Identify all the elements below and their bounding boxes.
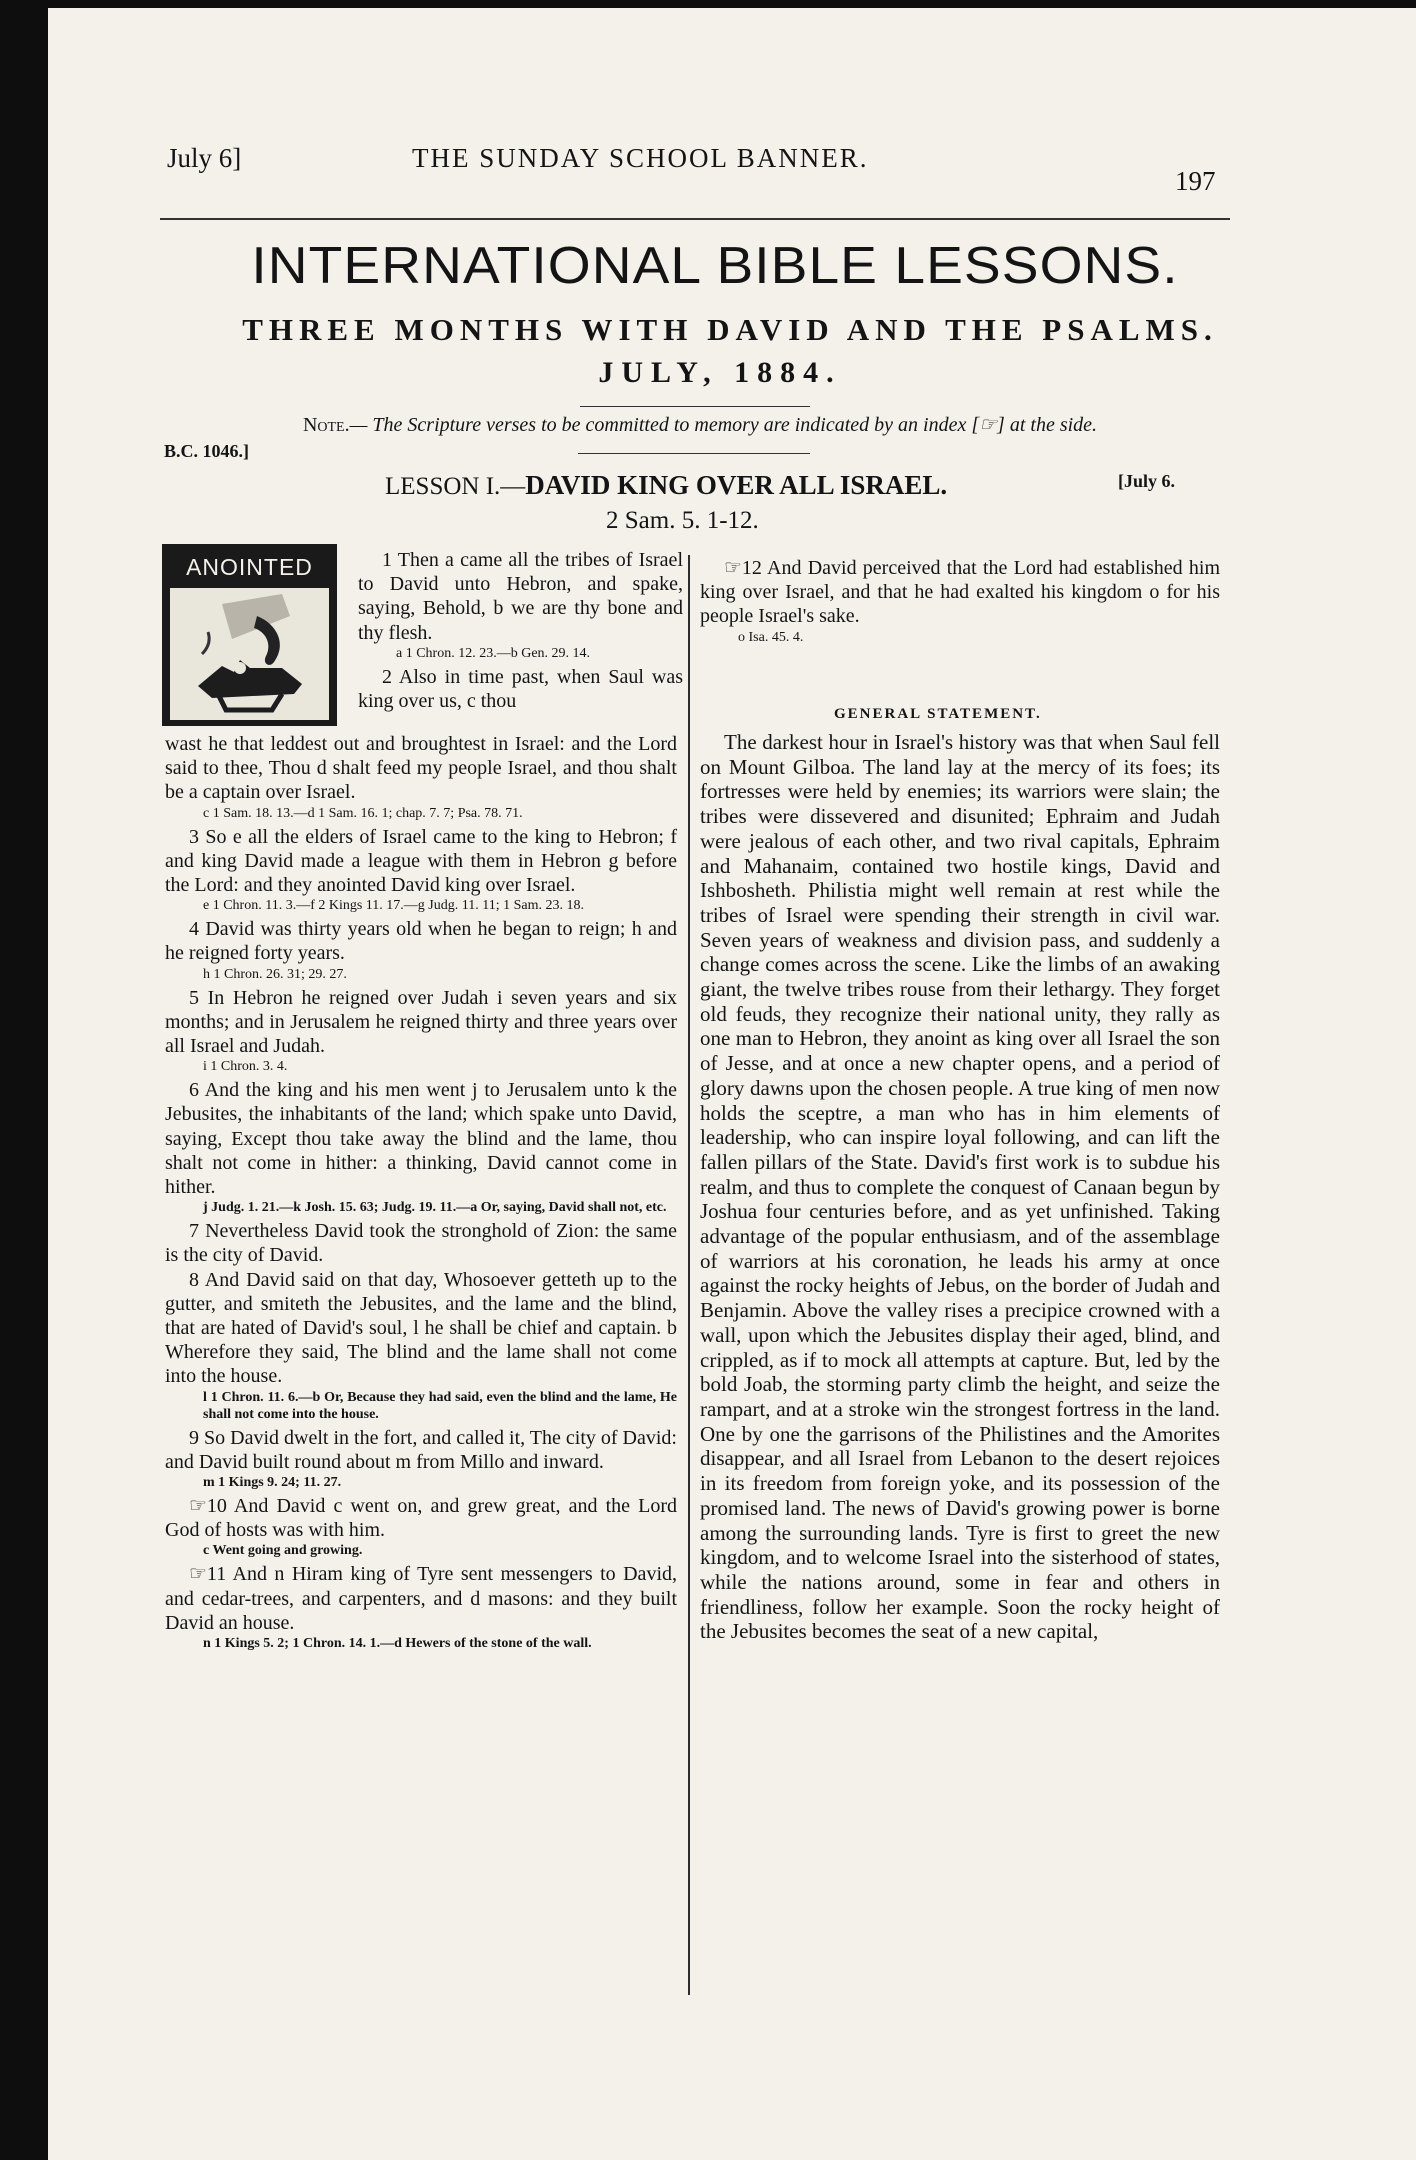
issue-date-title: JULY, 1884.: [598, 356, 842, 389]
page-number: 197: [1175, 166, 1216, 196]
verse-6: 6 And the king and his men went j to Jerusalem unto k the Jebusites, the inhabitants of the land; which spake unto David, saying, Except thou take away the blind and the lame, thou shalt not come in hither: a thinking, David cannot come in hither.: [165, 1079, 677, 1199]
note-rule: [578, 453, 810, 454]
footnote: h 1 Chron. 26. 31; 29. 27.: [203, 966, 347, 982]
memory-note: [185, 412, 1215, 437]
right-column-top: [700, 556, 1220, 649]
footnote: c Went going and growing.: [203, 1543, 363, 1559]
verse-3: 3 So e all the elders of Israel came to the king to Hebron; f and king David made a league with them in Hebron g before the Lord: and they anointed David king over Israel.: [165, 825, 677, 897]
footnote: j Judg. 1. 21.—k Josh. 15. 63; Judg. 19. 11.—a Or, saying, David shall not, etc.: [203, 1200, 667, 1216]
verse-2: 2 Also in time past, when Saul was king over us, c thou: [358, 665, 683, 713]
general-statement-heading: GENERAL STATEMENT.: [834, 706, 1042, 722]
anointed-illustration: [162, 544, 337, 726]
title-rule: [580, 406, 810, 407]
running-head-date: July 6]: [167, 143, 242, 173]
note-text: — The Scripture verses to be committed to memory are indicated by an index [☞] at the side.: [349, 414, 1098, 436]
footnote: i 1 Chron. 3. 4.: [203, 1059, 288, 1075]
anointing-horn-and-lamp-icon: [162, 544, 337, 726]
lesson-title: [385, 470, 947, 501]
note-lead: Note.: [302, 414, 350, 436]
scripture-reference: 2 Sam. 5. 1-12.: [606, 507, 759, 534]
general-statement-text: The darkest hour in Israel's history was that when Saul fell on Mount Gilboa. The land lay at the mercy of its foes; its fortresses were held by enemies; its warriors were slain; the tribes were dissevered and disunited; Ephraim and Judah were jealous of each other, and two rival capitals, Ephraim and Mahanaim, contained two hostile kings, David and Ishbosheth. Philistia might well remain at rest while the tribes of Israel were spending their strength in civil war. Seven years of weakness and division pass, and suddenly a change comes across the scene. Like the limbs of an awaking giant, the twelve tribes rouse from their lethargy. They forget old feuds, they recognize their national unity, they rally as one man to Hebron, they anoint as king over all Israel the son of Jesse, and at once a new chapter opens, and a period of glory dawns upon the chosen people. A true king of men now holds the sceptre, a man who has in him elements of leadership, who can inspire loyal following, and can lift the fallen pillars of the State. David's first work is to subdue his realm, and thus to complete the conquest of Canaan begun by Joshua four centuries before, and as yet unfinished. Taking advantage of the popular enthusiasm, and of the assemblage of warriors at his coronation, he leads his army at once against the rocky heights of Jebus, on the border of Judah and Benjamin. Above the valley rises a precipice crowned with a wall, upon which the Jebusites display their aged, blind, and crippled, as if to mock all attempts at capture. But, led by the bold Joab, the storming party climb the height, and seize the rampart, and at a stroke win the strongest fortress in the land. One by one the garrisons of the Philistines and the Amorites disappear, and all Israel from Lebanon to the desert rejoices in its freedom from foreign yoke, and its possession of the promised land. The news of David's growing power is borne among the surrounding lands. Tyre is first to greet the new kingdom, and to welcome Israel into the sisterhood of states, while the nations around, some in fear and others in friendliness, follow her example. Soon the rocky height of the Jebusites becomes the seat of a new capital,: [700, 730, 1220, 1644]
main-title: INTERNATIONAL BIBLE LESSONS.: [251, 237, 1179, 295]
footnote: l 1 Chron. 11. 6.—b Or, Because they had said, even the blind and the lame, He shall not come into the house.: [203, 1389, 677, 1422]
verse-9: 9 So David dwelt in the fort, and called it, The city of David: and David built round about m from Millo and inward.: [165, 1426, 677, 1473]
footnote: o Isa. 45. 4.: [738, 629, 804, 645]
verse-5: 5 In Hebron he reigned over Judah i seven years and six months; and in Jerusalem he reigned thirty and three years over all Israel and Judah.: [165, 986, 677, 1058]
verse-1: 1 Then a came all the tribes of Israel to David unto Hebron, and spake, saying, Behold, b we are thy bone and thy flesh.: [358, 549, 683, 644]
verse-11: ☞11 And n Hiram king of Tyre sent messengers to David, and cedar-trees, and carpenters, and d masons: and they built David an house.: [165, 1563, 677, 1634]
left-column-bottom: [165, 732, 677, 1655]
running-head-title: THE SUNDAY SCHOOL BANNER.: [412, 143, 869, 173]
lesson-name: DAVID KING OVER ALL ISRAEL.: [525, 470, 948, 500]
general-statement-body: [700, 730, 1220, 1644]
verse-2-continued: wast he that leddest out and broughtest in Israel: and the Lord said to thee, Thou d shalt feed my people Israel, and thou shalt be a captain over Israel.: [165, 733, 677, 804]
verse-10: ☞10 And David c went on, and grew great, and the Lord God of hosts was with him.: [165, 1495, 677, 1542]
lesson-date: [July 6.: [1118, 471, 1176, 491]
column-divider: [688, 555, 690, 1995]
verse-7: 7 Nevertheless David took the stronghold of Zion: the same is the city of David.: [165, 1220, 677, 1267]
verse-12: ☞12 And David perceived that the Lord had established him king over Israel, and that he had exalted his kingdom o for his people Israel's sake.: [700, 557, 1220, 628]
footnote: c 1 Sam. 18. 13.—d 1 Sam. 16. 1; chap. 7. 7; Psa. 78. 71.: [203, 805, 523, 821]
lesson-number: LESSON I.—: [385, 473, 526, 500]
footnote: e 1 Chron. 11. 3.—f 2 Kings 11. 17.—g Judg. 11. 11; 1 Sam. 23. 18.: [203, 898, 584, 914]
left-column-top: [358, 548, 683, 713]
anointed-label: ANOINTED: [186, 554, 313, 580]
lesson-bc-date: B.C. 1046.]: [164, 441, 249, 461]
header-rule: [160, 218, 1230, 220]
verse-8: 8 And David said on that day, Whosoever getteth up to the gutter, and smiteth the Jebusites, and the lame and the blind, that are hated of David's soul, l he shall be chief and captain. b Wherefore they said, The blind and the lame shall not come into the house.: [165, 1268, 677, 1388]
footnote: a 1 Chron. 12. 23.—b Gen. 29. 14.: [396, 645, 591, 661]
footnote: n 1 Kings 5. 2; 1 Chron. 14. 1.—d Hewers of the stone of the wall.: [203, 1636, 592, 1652]
footnote: m 1 Kings 9. 24; 11. 27.: [203, 1475, 342, 1491]
verse-4: 4 David was thirty years old when he began to reign; h and he reigned forty years.: [165, 918, 677, 965]
sub-title: THREE MONTHS WITH DAVID AND THE PSALMS.: [242, 312, 1218, 347]
